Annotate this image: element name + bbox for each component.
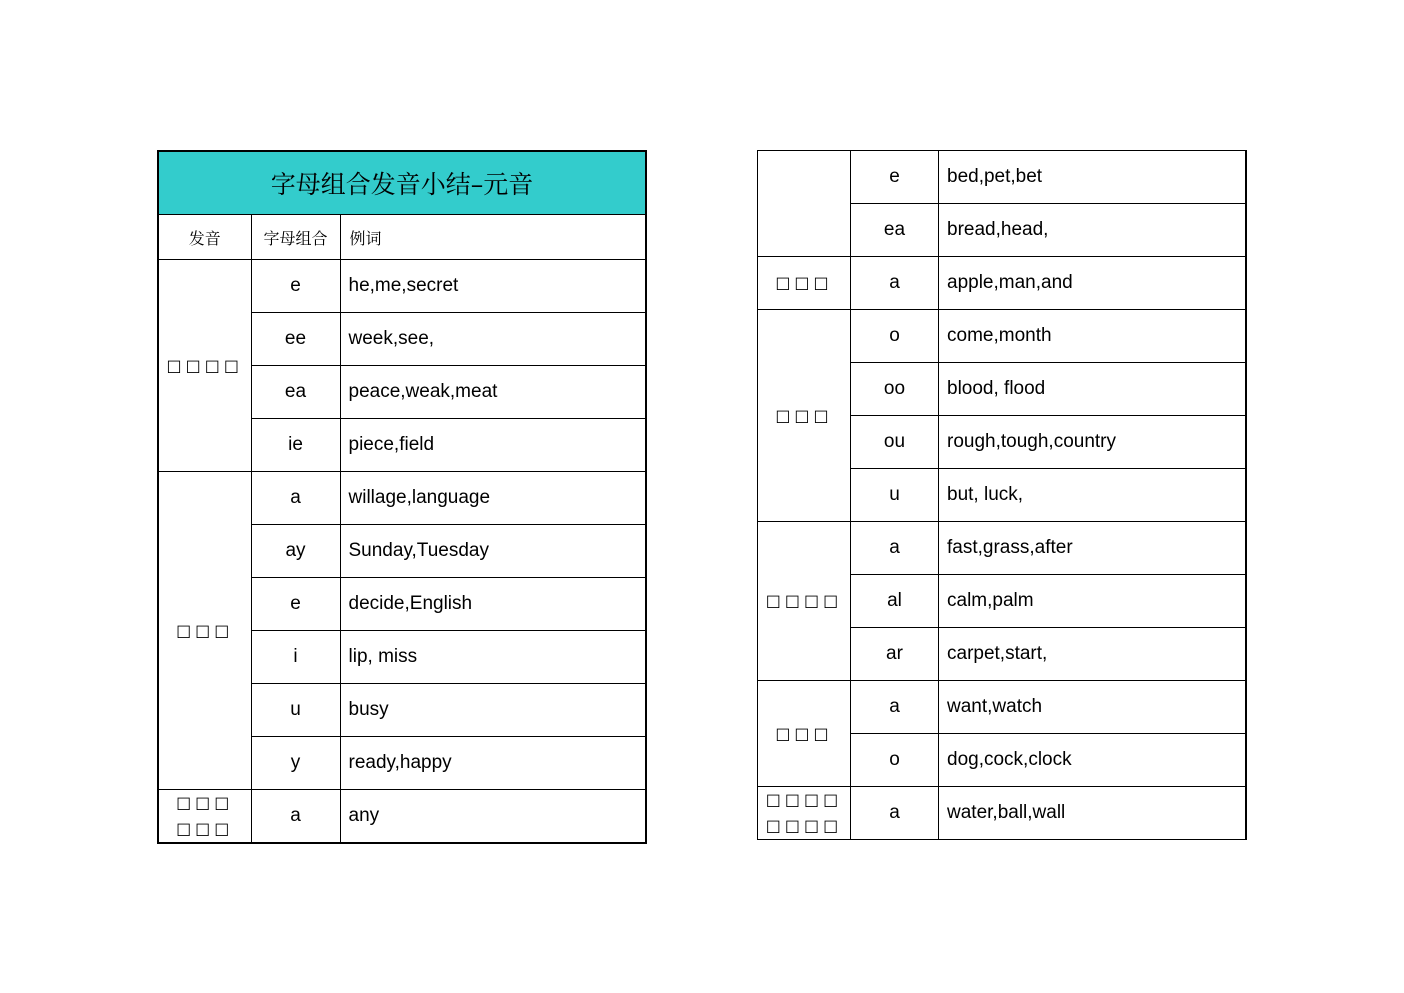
letter-combination-cell: ie	[251, 419, 340, 472]
table-row	[158, 790, 646, 844]
letter-combination-cell: e	[251, 260, 340, 313]
table-row	[158, 472, 646, 525]
example-words-cell: want,watch	[939, 681, 1247, 734]
header-pronunciation: 发音	[158, 215, 251, 260]
letter-combination-cell: ar	[851, 628, 939, 681]
letter-combination-cell: ea	[251, 366, 340, 419]
letter-combination-cell: ou	[851, 416, 939, 469]
letter-combination-cell: o	[851, 310, 939, 363]
vowel-summary-table-right	[757, 150, 1247, 840]
letter-combination-cell: a	[851, 787, 939, 840]
letter-combination-cell: al	[851, 575, 939, 628]
example-words-cell: but, luck,	[939, 469, 1247, 522]
letter-combination-cell: e	[251, 578, 340, 631]
table-row	[758, 681, 1247, 734]
left-table-body	[158, 151, 646, 843]
example-words-cell: willage,language	[340, 472, 646, 525]
pronunciation-cell: □□□	[758, 257, 851, 310]
pronunciation-cell: □□□	[758, 310, 851, 522]
example-words-cell: calm,palm	[939, 575, 1247, 628]
example-words-cell: fast,grass,after	[939, 522, 1247, 575]
letter-combination-cell: ea	[851, 204, 939, 257]
pronunciation-cell: □□□□	[758, 522, 851, 681]
example-words-cell: bread,head,	[939, 204, 1247, 257]
table-row	[758, 310, 1247, 363]
right-table-body	[758, 151, 1247, 840]
example-words-cell: lip, miss	[340, 631, 646, 684]
pronunciation-cell: □□□	[158, 472, 251, 790]
example-words-cell: come,month	[939, 310, 1247, 363]
example-words-cell: ready,happy	[340, 737, 646, 790]
example-words-cell: busy	[340, 684, 646, 737]
table-row	[158, 260, 646, 313]
table-row	[758, 151, 1247, 204]
pronunciation-cell: □□□	[758, 681, 851, 787]
pronunciation-cell	[758, 151, 851, 257]
header-letter-combination: 字母组合	[251, 215, 340, 260]
pronunciation-cell: □□□ □□□	[158, 790, 251, 844]
example-words-cell: piece,field	[340, 419, 646, 472]
example-words-cell: bed,pet,bet	[939, 151, 1247, 204]
letter-combination-cell: u	[251, 684, 340, 737]
letter-combination-cell: a	[851, 522, 939, 575]
example-words-cell: dog,cock,clock	[939, 734, 1247, 787]
example-words-cell: blood, flood	[939, 363, 1247, 416]
table-row	[758, 257, 1247, 310]
letter-combination-cell: a	[251, 472, 340, 525]
header-row	[158, 215, 646, 260]
header-example-words: 例词	[340, 215, 646, 260]
example-words-cell: he,me,secret	[340, 260, 646, 313]
letter-combination-cell: ee	[251, 313, 340, 366]
example-words-cell: decide,English	[340, 578, 646, 631]
letter-combination-cell: a	[251, 790, 340, 844]
table-title: 字母组合发音小结–元音	[158, 151, 646, 215]
example-words-cell: week,see,	[340, 313, 646, 366]
letter-combination-cell: oo	[851, 363, 939, 416]
table-row	[758, 522, 1247, 575]
example-words-cell: rough,tough,country	[939, 416, 1247, 469]
example-words-cell: Sunday,Tuesday	[340, 525, 646, 578]
vowel-summary-table-left	[157, 150, 647, 844]
pronunciation-cell: □□□□ □□□□	[758, 787, 851, 840]
example-words-cell: water,ball,wall	[939, 787, 1247, 840]
letter-combination-cell: e	[851, 151, 939, 204]
letter-combination-cell: o	[851, 734, 939, 787]
example-words-cell: carpet,start,	[939, 628, 1247, 681]
letter-combination-cell: ay	[251, 525, 340, 578]
example-words-cell: any	[340, 790, 646, 844]
letter-combination-cell: u	[851, 469, 939, 522]
pronunciation-cell: □□□□	[158, 260, 251, 472]
letter-combination-cell: i	[251, 631, 340, 684]
example-words-cell: peace,weak,meat	[340, 366, 646, 419]
letter-combination-cell: a	[851, 681, 939, 734]
table-row	[758, 787, 1247, 840]
letter-combination-cell: a	[851, 257, 939, 310]
example-words-cell: apple,man,and	[939, 257, 1247, 310]
letter-combination-cell: y	[251, 737, 340, 790]
